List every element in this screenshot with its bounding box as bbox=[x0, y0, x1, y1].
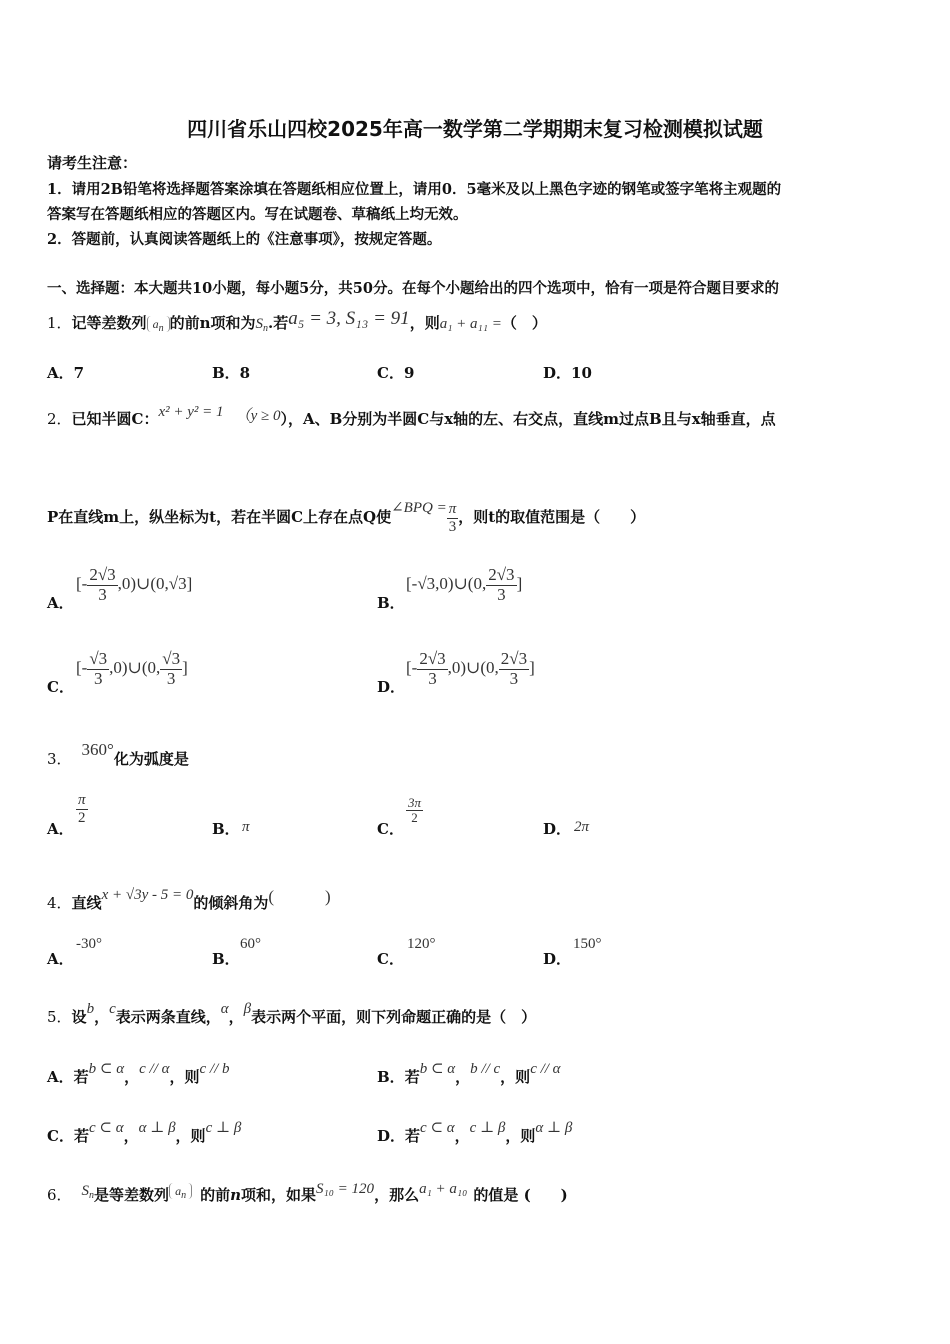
answer-paren: ( ) bbox=[268, 887, 331, 906]
option-c[interactable]: C．若c ⊂ α，α ⊥ β，则c ⊥ β bbox=[47, 1120, 242, 1145]
math-sub: n bbox=[262, 323, 268, 334]
fraction: $\frac{\pi}{3}$ bbox=[448, 501, 457, 535]
math-expression: a₁ + a₁₁ = bbox=[439, 316, 502, 332]
math-condition: S₁₀ = 120 bbox=[316, 1181, 375, 1197]
option-a-expr[interactable]: -30° bbox=[76, 936, 102, 952]
question-number: 2． bbox=[47, 410, 72, 428]
option-b-label[interactable]: B． bbox=[377, 594, 405, 612]
option-d[interactable]: D．若c ⊂ α，c ⊥ β，则α ⊥ β bbox=[377, 1120, 573, 1145]
option-b[interactable]: B．若b ⊂ α，b // c，则c // α bbox=[377, 1061, 561, 1086]
option-d-label[interactable]: D． bbox=[377, 678, 406, 696]
option-b-expr[interactable]: 60° bbox=[240, 936, 261, 952]
option-a-label[interactable]: A． bbox=[47, 950, 74, 968]
sequence-braces: $a_n$ bbox=[147, 316, 170, 332]
option-b[interactable]: B．8 bbox=[212, 364, 251, 382]
question-5 bbox=[47, 1001, 537, 1027]
math-sn: S bbox=[255, 316, 263, 332]
answer-paren: （ ） bbox=[501, 314, 547, 332]
option-d-label[interactable]: D． bbox=[543, 820, 572, 838]
question-number: 5． bbox=[47, 1008, 72, 1026]
question-text: 已知半圆C： bbox=[71, 410, 159, 428]
math-sub: n bbox=[89, 1190, 95, 1201]
question-number: 1． bbox=[47, 314, 72, 332]
math-sn: S bbox=[81, 1183, 90, 1199]
question-text: 直线 bbox=[71, 894, 102, 912]
question-text: 项和，如果 bbox=[240, 1186, 316, 1204]
math-alpha: α bbox=[220, 1001, 229, 1017]
question-6 bbox=[47, 1181, 568, 1206]
math-equation: x² + y² = 1 bbox=[158, 404, 224, 420]
option-d[interactable]: D．10 bbox=[543, 364, 592, 382]
option-c-label[interactable]: C． bbox=[377, 820, 404, 838]
question-number: 6． bbox=[47, 1186, 72, 1204]
option-b-label[interactable]: B． bbox=[212, 950, 240, 968]
notice-line-3: 2．答题前，认真阅读答题纸上的《注意事项》，按规定答题。 bbox=[47, 231, 442, 248]
question-text: 表示两个平面，则下列命题正确的是（ ） bbox=[251, 1008, 537, 1026]
math-b: b bbox=[86, 1001, 95, 1017]
page-title: 四川省乐山四校2025年高一数学第二学期期末复习检测模拟试题 bbox=[187, 117, 763, 141]
section-heading: 一、选择题：本大题共10小题，每小题5分，共50分。在每个小题给出的四个选项中，恰有一项是符合题目要求的 bbox=[47, 280, 779, 297]
question-3 bbox=[47, 740, 189, 769]
option-d-label[interactable]: D． bbox=[543, 950, 572, 968]
option-b-expr[interactable]: [-√3,0)∪(0, $\frac{2√3}{3}$ ] bbox=[406, 565, 523, 604]
option-a-expr[interactable]: $\frac{\pi}{2}$ bbox=[78, 792, 86, 826]
punct: ， bbox=[94, 1008, 110, 1026]
notice-heading: 请考生注意： bbox=[47, 154, 138, 172]
option-c-expr[interactable]: $\frac{3\pi}{2}$ bbox=[408, 795, 422, 826]
option-c-expr[interactable]: 120° bbox=[407, 936, 436, 952]
question-text: 的倾斜角为 bbox=[193, 894, 269, 912]
math-condition: （y ≥ 0 bbox=[235, 408, 281, 424]
notice-line-2: 答案写在答题纸相应的答题区内。写在试题卷、草稿纸上均无效。 bbox=[47, 206, 468, 223]
option-c-label[interactable]: C． bbox=[377, 950, 404, 968]
math-n: n bbox=[230, 1186, 241, 1204]
question-text: .若 bbox=[267, 314, 289, 332]
option-d-expr[interactable]: 150° bbox=[573, 936, 602, 952]
question-text: 的前 bbox=[200, 1186, 231, 1204]
punct: ， bbox=[228, 1008, 244, 1026]
math-c: c bbox=[109, 1001, 116, 1017]
question-text: 记等差数列 bbox=[71, 314, 147, 332]
option-a-expr[interactable]: [- $\frac{2√3}{3}$ ,0)∪(0,√3] bbox=[76, 565, 193, 604]
option-a-label[interactable]: A． bbox=[47, 594, 74, 612]
question-4 bbox=[47, 888, 331, 913]
question-number: 3． bbox=[47, 750, 72, 768]
question-text: ，则 bbox=[409, 314, 440, 332]
question-text: 的值是 ( ) bbox=[473, 1186, 568, 1204]
question-text: ，那么 bbox=[374, 1186, 420, 1204]
option-c-label[interactable]: C． bbox=[47, 678, 74, 696]
option-b-expr[interactable]: π bbox=[242, 819, 250, 835]
question-number: 4． bbox=[47, 894, 72, 912]
math-expression: a₁ + a₁₀ bbox=[419, 1181, 468, 1197]
option-b-label[interactable]: B． bbox=[212, 820, 240, 838]
option-c[interactable]: C．9 bbox=[377, 364, 415, 382]
math-value: 360° bbox=[81, 740, 114, 759]
math-equation: x + √3y - 5 = 0 bbox=[101, 887, 194, 903]
question-text: P在直线m上，纵坐标为t，若在半圆C上存在点Q使 bbox=[47, 508, 392, 526]
sequence-braces: an bbox=[169, 1183, 192, 1199]
question-2 bbox=[47, 404, 776, 429]
math-angle: ∠BPQ = bbox=[391, 500, 447, 516]
math-beta: β bbox=[243, 1001, 252, 1017]
option-d-expr[interactable]: 2π bbox=[574, 819, 590, 835]
option-a-label[interactable]: A． bbox=[47, 820, 74, 838]
question-text: ，则t的取值范围是（ ） bbox=[458, 508, 646, 526]
option-c-expr[interactable]: [- $\frac{√3}{3}$ ,0)∪(0, $\frac{√3}{3}$ ] bbox=[76, 649, 188, 688]
question-text: 是等差数列 bbox=[94, 1186, 170, 1204]
question-text: 表示两条直线， bbox=[115, 1008, 221, 1026]
question-text: 化为弧度是 bbox=[113, 750, 189, 768]
option-d-expr[interactable]: [- $\frac{2√3}{3}$ ,0)∪(0, $\frac{2√3}{3}$ ] bbox=[406, 649, 535, 688]
question-1 bbox=[47, 308, 547, 334]
option-a[interactable]: A．若b ⊂ α，c // α，则c // b bbox=[47, 1061, 230, 1086]
question-text: 的前n项和为 bbox=[169, 314, 256, 332]
question-2-cont bbox=[47, 492, 645, 542]
question-text: ），A、B分别为半圆C与x轴的左、右交点，直线m过点B且与x轴垂直，点 bbox=[280, 410, 776, 428]
option-a[interactable]: A．7 bbox=[47, 364, 85, 382]
notice-line-1: 1．请用2B铅笔将选择题答案涂填在答题纸相应位置上，请用0．5毫米及以上黑色字迹的钢笔或签字笔将主观题的 bbox=[47, 181, 782, 198]
question-text: 设 bbox=[71, 1008, 87, 1026]
math-condition: a₅ = 3, S₁₃ = 91 bbox=[288, 308, 410, 329]
